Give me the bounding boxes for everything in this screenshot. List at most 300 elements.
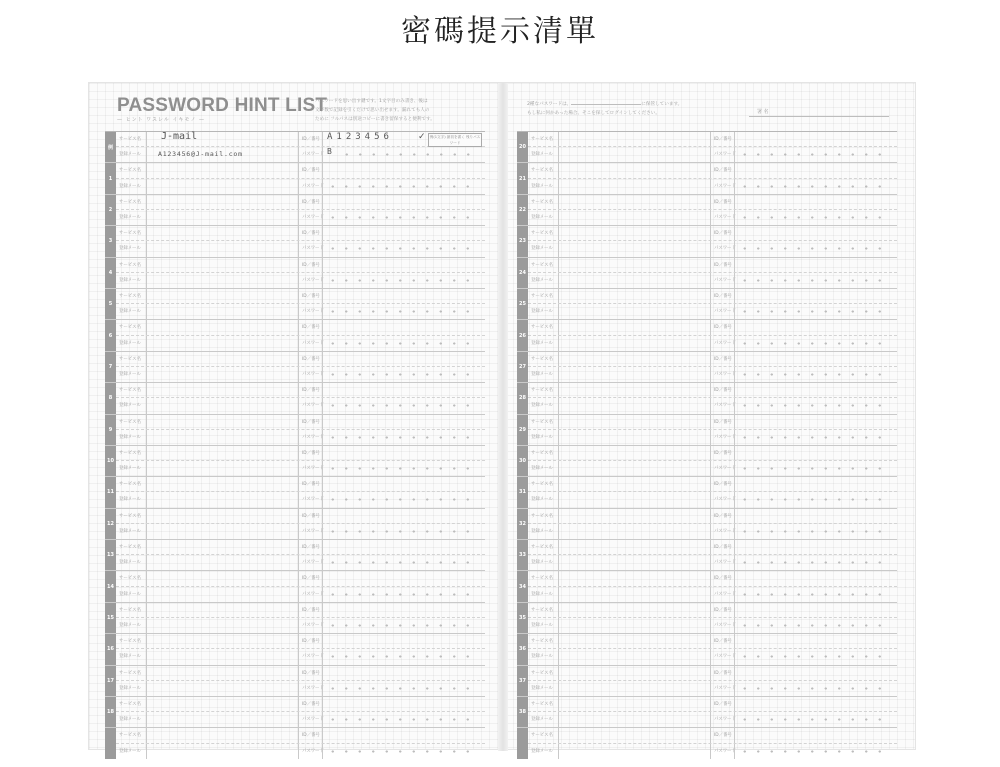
- id-label: ID／番号: [714, 702, 732, 708]
- column-divider: [146, 336, 147, 351]
- mail-label: 登録メール: [531, 685, 553, 691]
- mail-label: 登録メール: [119, 591, 141, 597]
- service-line: [528, 540, 897, 555]
- column-divider: [146, 195, 147, 209]
- password-entry: [105, 131, 485, 162]
- service-line: [528, 477, 897, 492]
- mail-line: [116, 241, 485, 256]
- instruction-line: 文字数で記録を引くだけで思い出せます。漏れても人の: [315, 108, 430, 113]
- service-label: サービス名: [531, 607, 553, 613]
- column-divider: [558, 666, 559, 680]
- column-divider: [710, 461, 711, 476]
- sheet-header: [89, 83, 917, 131]
- mail-label: 登録メール: [119, 277, 141, 283]
- service-label: サービス名: [531, 168, 553, 174]
- password-entry: [105, 696, 485, 727]
- column-divider: [734, 289, 735, 303]
- service-label: サービス名: [531, 733, 553, 739]
- column-divider: [322, 524, 323, 539]
- column-divider: [298, 147, 299, 162]
- column-divider: [322, 147, 323, 162]
- storage-line: [527, 99, 757, 109]
- column-divider: [322, 728, 323, 742]
- id-label: ID／番号: [714, 639, 732, 645]
- column-divider: [322, 666, 323, 680]
- column-divider: [298, 258, 299, 272]
- password-char-boxes: [738, 686, 891, 691]
- password-label: パスワード: [302, 685, 324, 691]
- service-label: サービス名: [531, 199, 553, 205]
- column-divider: [298, 603, 299, 617]
- mail-line: [528, 398, 897, 413]
- password-label: パスワード: [302, 340, 324, 346]
- service-line: [528, 509, 897, 524]
- column-divider: [298, 304, 299, 319]
- id-label: ID／番号: [302, 733, 320, 739]
- column-divider: [734, 618, 735, 633]
- entry-number: 37: [517, 666, 528, 696]
- mail-line: [528, 618, 897, 633]
- mail-label: 登録メール: [119, 214, 141, 220]
- mail-label: 登録メール: [119, 623, 141, 629]
- column-divider: [558, 289, 559, 303]
- password-label: パスワード: [714, 246, 736, 252]
- column-divider: [298, 477, 299, 491]
- password-entry: [517, 131, 897, 162]
- mail-line: [116, 587, 485, 602]
- column-divider: [298, 712, 299, 727]
- column-divider: [146, 618, 147, 633]
- column-divider: [146, 352, 147, 366]
- password-entry: [105, 162, 485, 193]
- column-divider: [322, 492, 323, 507]
- column-divider: [322, 336, 323, 351]
- storage-blank: [571, 99, 641, 105]
- column-divider: [558, 461, 559, 476]
- column-divider: [298, 509, 299, 523]
- column-divider: [298, 618, 299, 633]
- column-divider: [558, 492, 559, 507]
- entry-number: 9: [105, 415, 116, 445]
- column-divider: [558, 258, 559, 272]
- entry-number: 24: [517, 258, 528, 288]
- password-entry: [105, 225, 485, 256]
- service-line: [116, 603, 485, 618]
- id-label: ID／番号: [302, 388, 320, 394]
- service-label: サービス名: [531, 450, 553, 456]
- entry-number: 20: [517, 132, 528, 162]
- column-divider: [322, 210, 323, 225]
- mail-line: [528, 681, 897, 696]
- password-entry: [517, 633, 897, 664]
- password-entry: [517, 696, 897, 727]
- column-divider: [734, 477, 735, 491]
- entry-number: 13: [105, 540, 116, 570]
- column-divider: [298, 634, 299, 648]
- password-label: パスワード: [302, 434, 324, 440]
- service-line: [116, 634, 485, 649]
- password-char-boxes: [326, 717, 479, 722]
- column-divider: [710, 681, 711, 696]
- entry-number: [517, 728, 528, 758]
- column-divider: [298, 273, 299, 288]
- column-divider: [322, 477, 323, 491]
- column-divider: [146, 555, 147, 570]
- password-char-boxes: [326, 278, 479, 283]
- service-label: サービス名: [531, 639, 553, 645]
- column-divider: [710, 383, 711, 397]
- column-divider: [146, 571, 147, 585]
- mail-label: 登録メール: [531, 152, 553, 158]
- column-divider: [710, 587, 711, 602]
- column-divider: [710, 289, 711, 303]
- storage-text-b: に保管しています。: [641, 102, 683, 107]
- column-divider: [734, 383, 735, 397]
- entry-number: 32: [517, 509, 528, 539]
- column-divider: [298, 571, 299, 585]
- service-label: サービス名: [531, 137, 553, 142]
- column-divider: [558, 571, 559, 585]
- column-divider: [322, 461, 323, 476]
- column-divider: [710, 367, 711, 382]
- column-divider: [710, 195, 711, 209]
- service-label: サービス名: [119, 419, 141, 425]
- column-divider: [558, 304, 559, 319]
- mail-label: 登録メール: [531, 466, 553, 472]
- column-divider: [298, 666, 299, 680]
- column-divider: [298, 367, 299, 382]
- column-divider: [146, 649, 147, 664]
- password-entry: [517, 665, 897, 696]
- column-divider: [298, 649, 299, 664]
- service-line: [116, 320, 485, 335]
- password-entry: [517, 225, 897, 256]
- entry-number: 36: [517, 634, 528, 664]
- id-label: ID／番号: [302, 639, 320, 645]
- password-char-boxes: [738, 623, 891, 628]
- service-line: [116, 446, 485, 461]
- example-password-first: B: [327, 147, 332, 157]
- column-divider: [734, 603, 735, 617]
- column-divider: [558, 383, 559, 397]
- column-divider: [734, 367, 735, 382]
- mail-line: [116, 336, 485, 351]
- password-label: パスワード: [714, 654, 736, 660]
- column-divider: [146, 415, 147, 429]
- column-divider: [734, 524, 735, 539]
- column-divider: [322, 258, 323, 272]
- password-char-boxes: [326, 654, 479, 659]
- mail-line: [116, 744, 485, 759]
- column-divider: [322, 289, 323, 303]
- entry-number: 5: [105, 289, 116, 319]
- left-entry-list: [105, 131, 485, 759]
- service-label: サービス名: [119, 199, 141, 205]
- mail-line: [116, 179, 485, 194]
- mail-label: 登録メール: [531, 654, 553, 660]
- column-divider: [558, 241, 559, 256]
- column-divider: [710, 398, 711, 413]
- column-divider: [734, 649, 735, 664]
- column-divider: [146, 289, 147, 303]
- column-divider: [146, 712, 147, 727]
- column-divider: [558, 210, 559, 225]
- id-label: ID／番号: [302, 702, 320, 708]
- mail-label: 登録メール: [531, 340, 553, 346]
- password-entry: [517, 414, 897, 445]
- password-char-boxes: [738, 529, 891, 534]
- service-label: サービス名: [119, 356, 141, 362]
- entry-number: 16: [105, 634, 116, 664]
- service-line: [528, 258, 897, 273]
- id-label: ID／番号: [714, 733, 732, 739]
- password-entry: [105, 288, 485, 319]
- service-label: サービス名: [119, 702, 141, 708]
- password-char-boxes: [738, 466, 891, 471]
- entry-number: 31: [517, 477, 528, 507]
- password-entry: [105, 539, 485, 570]
- column-divider: [146, 524, 147, 539]
- service-line: [116, 728, 485, 743]
- password-entry: [105, 633, 485, 664]
- password-label: パスワード: [302, 717, 324, 723]
- column-divider: [298, 744, 299, 759]
- service-label: サービス名: [531, 231, 553, 237]
- password-label: パスワード: [302, 591, 324, 597]
- column-divider: [322, 430, 323, 445]
- storage-text-a: 2種なパスワードは、: [527, 102, 572, 107]
- entry-number: 10: [105, 446, 116, 476]
- example-mail-value: A123456@J-mail.com: [158, 150, 243, 159]
- column-divider: [710, 744, 711, 759]
- password-label: パスワード: [714, 340, 736, 346]
- column-divider: [710, 430, 711, 445]
- service-line: [116, 509, 485, 524]
- id-label: ID／番号: [302, 262, 320, 268]
- password-label: パスワード: [714, 403, 736, 409]
- password-entry: [517, 351, 897, 382]
- column-divider: [322, 273, 323, 288]
- password-char-boxes: [326, 435, 479, 440]
- password-label: パスワード: [302, 748, 324, 754]
- mail-label: 登録メール: [119, 685, 141, 691]
- mail-label: 登録メール: [119, 654, 141, 660]
- column-divider: [322, 446, 323, 460]
- password-char-boxes: [738, 592, 891, 597]
- service-label: サービス名: [531, 513, 553, 519]
- service-line: [116, 258, 485, 273]
- password-char-boxes: [738, 654, 891, 659]
- entry-number: 25: [517, 289, 528, 319]
- service-line: [116, 415, 485, 430]
- column-divider: [558, 540, 559, 554]
- password-char-boxes: [738, 309, 891, 314]
- column-divider: [710, 336, 711, 351]
- password-char-boxes: [326, 215, 479, 220]
- mail-label: 登録メール: [531, 403, 553, 409]
- column-divider: [322, 132, 323, 146]
- column-divider: [146, 587, 147, 602]
- column-divider: [322, 587, 323, 602]
- mail-label: 登録メール: [531, 623, 553, 629]
- column-divider: [146, 540, 147, 554]
- mail-line: [528, 367, 897, 382]
- password-char-boxes: [738, 184, 891, 189]
- id-label: ID／番号: [714, 293, 732, 299]
- column-divider: [710, 524, 711, 539]
- instruction-line: パスワードを思い出す鍵です。1文字目のみ書き、後は: [315, 99, 428, 104]
- entry-number: 35: [517, 603, 528, 633]
- password-entry: [105, 570, 485, 601]
- password-char-boxes: [326, 184, 479, 189]
- column-divider: [298, 226, 299, 240]
- column-divider: [734, 446, 735, 460]
- column-divider: [734, 132, 735, 146]
- mail-label: 登録メール: [531, 560, 553, 566]
- sheet-logo: PASSWORD HINT LIST: [117, 95, 328, 116]
- service-label: サービス名: [531, 293, 553, 299]
- column-divider: [558, 320, 559, 334]
- password-entry: [517, 602, 897, 633]
- id-label: ID／番号: [714, 607, 732, 613]
- mail-line: [528, 304, 897, 319]
- column-divider: [710, 509, 711, 523]
- column-divider: [298, 540, 299, 554]
- column-divider: [298, 352, 299, 366]
- password-entry: [105, 414, 485, 445]
- column-divider: [710, 666, 711, 680]
- mail-line: [528, 587, 897, 602]
- password-char-boxes: [738, 152, 891, 157]
- entry-number: 例: [105, 132, 116, 162]
- password-char-boxes: [738, 215, 891, 220]
- column-divider: [298, 210, 299, 225]
- column-divider: [558, 524, 559, 539]
- column-divider: [558, 415, 559, 429]
- service-line: [528, 226, 897, 241]
- mail-line: [116, 524, 485, 539]
- password-char-boxes: [738, 497, 891, 502]
- column-divider: [710, 697, 711, 711]
- column-divider: [734, 195, 735, 209]
- column-divider: [298, 446, 299, 460]
- mail-label: 登録メール: [119, 466, 141, 472]
- column-divider: [710, 492, 711, 507]
- service-label: サービス名: [531, 262, 553, 268]
- column-divider: [298, 555, 299, 570]
- column-divider: [734, 509, 735, 523]
- column-divider: [298, 697, 299, 711]
- mail-line: [116, 618, 485, 633]
- page-title: 密碼提示清單: [401, 14, 599, 49]
- column-divider: [298, 179, 299, 194]
- password-label: パスワード: [302, 246, 324, 252]
- column-divider: [558, 446, 559, 460]
- id-label: ID／番号: [302, 545, 320, 551]
- signature-line: [749, 116, 889, 117]
- column-divider: [146, 367, 147, 382]
- column-divider: [322, 681, 323, 696]
- column-divider: [558, 179, 559, 194]
- mail-label: 登録メール: [119, 152, 141, 158]
- password-label: パスワード: [714, 309, 736, 315]
- column-divider: [734, 712, 735, 727]
- column-divider: [710, 603, 711, 617]
- example-service-name: J-mail: [161, 131, 198, 142]
- mail-line: [528, 461, 897, 476]
- password-char-boxes: [326, 560, 479, 565]
- column-divider: [322, 555, 323, 570]
- service-line: [528, 571, 897, 586]
- password-char-boxes: [326, 529, 479, 534]
- password-label: パスワード: [302, 214, 324, 220]
- entry-number: [105, 728, 116, 758]
- column-divider: [710, 132, 711, 146]
- mail-line: [528, 179, 897, 194]
- column-divider: [298, 336, 299, 351]
- column-divider: [558, 634, 559, 648]
- password-char-boxes: [738, 560, 891, 565]
- column-divider: [146, 320, 147, 334]
- id-label: ID／番号: [714, 356, 732, 362]
- id-label: ID／番号: [302, 137, 320, 142]
- password-label: パスワード: [714, 685, 736, 691]
- password-entry: [517, 194, 897, 225]
- mail-label: 登録メール: [119, 497, 141, 503]
- mail-line: [528, 555, 897, 570]
- service-label: サービス名: [531, 702, 553, 708]
- password-label: パスワード: [714, 528, 736, 534]
- column-divider: [298, 587, 299, 602]
- password-char-boxes: [738, 246, 891, 251]
- signature-label: 署 名: [757, 109, 769, 115]
- mail-label: 登録メール: [119, 560, 141, 566]
- column-divider: [710, 415, 711, 429]
- password-char-boxes: [326, 592, 479, 597]
- column-divider: [710, 163, 711, 177]
- password-entry: [517, 445, 897, 476]
- column-divider: [298, 398, 299, 413]
- column-divider: [734, 226, 735, 240]
- mail-label: 登録メール: [119, 371, 141, 377]
- password-char-boxes: [738, 278, 891, 283]
- column-divider: [146, 477, 147, 491]
- id-label: ID／番号: [714, 670, 732, 676]
- column-divider: [298, 383, 299, 397]
- column-divider: [710, 446, 711, 460]
- password-label: パスワード: [714, 560, 736, 566]
- column-divider: [146, 241, 147, 256]
- service-line: [116, 132, 485, 147]
- service-line: [528, 666, 897, 681]
- instruction-line: ために フルパスは別途コピーに書き留保すると便利です。: [315, 117, 435, 122]
- password-label: パスワード: [302, 403, 324, 409]
- service-label: サービス名: [119, 576, 141, 582]
- id-label: ID／番号: [714, 262, 732, 268]
- mail-line: [528, 744, 897, 759]
- column-divider: [146, 603, 147, 617]
- password-label: パスワード: [302, 277, 324, 283]
- entry-number: 30: [517, 446, 528, 476]
- service-label: サービス名: [531, 419, 553, 425]
- column-divider: [710, 241, 711, 256]
- service-line: [528, 634, 897, 649]
- column-divider: [558, 163, 559, 177]
- column-divider: [558, 273, 559, 288]
- column-divider: [734, 634, 735, 648]
- column-divider: [322, 163, 323, 177]
- service-line: [116, 477, 485, 492]
